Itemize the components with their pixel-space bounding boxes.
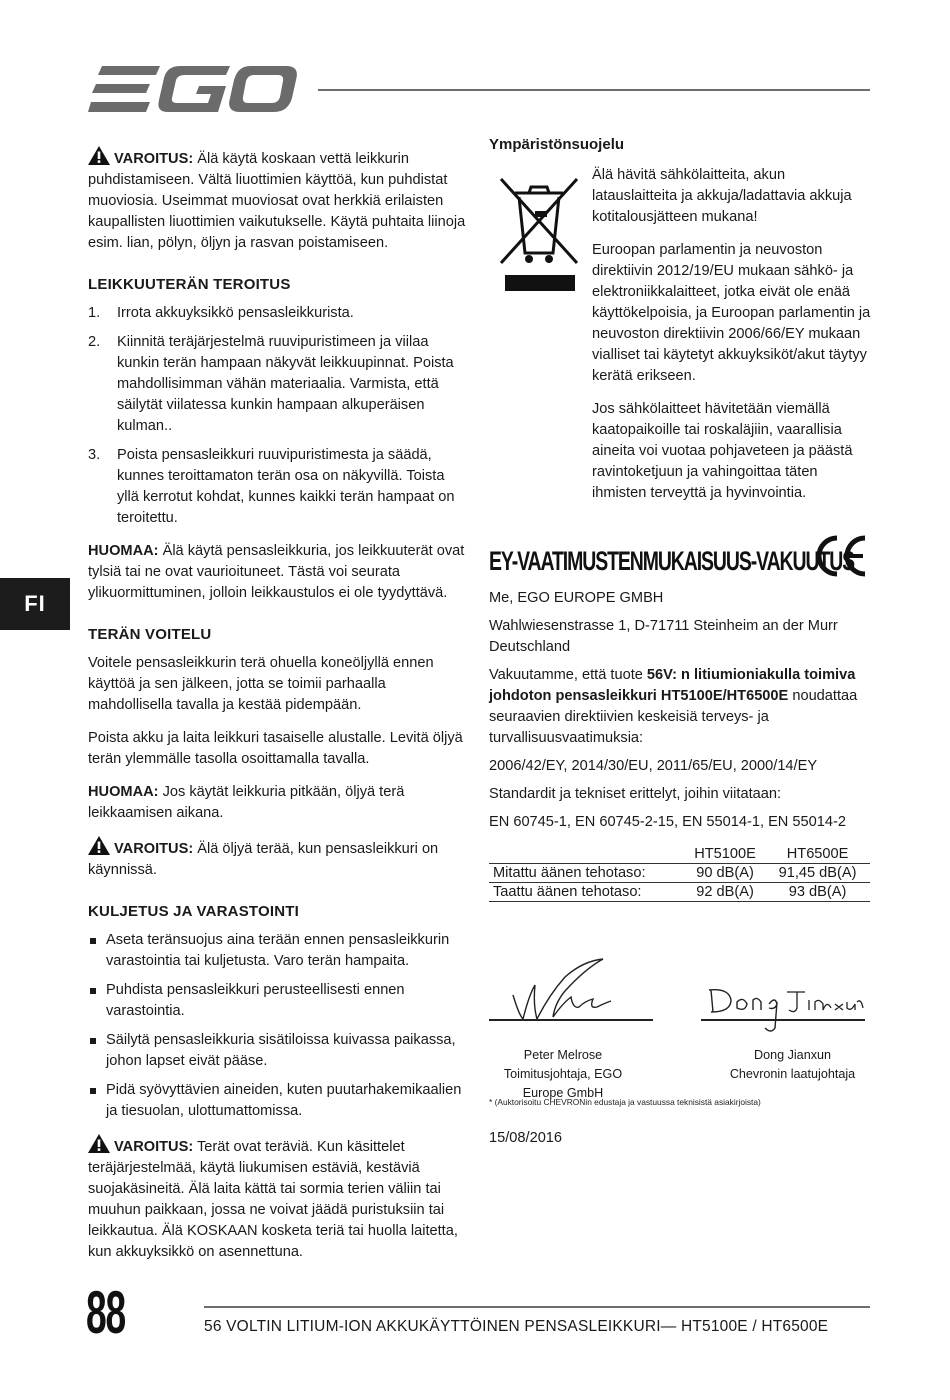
footer-title: 56 VOLTIN LITIUM-ION AKKUKÄYTTÖINEN PENSASLEIKKURI— HT5100E / HT6500E (204, 1318, 829, 1335)
left-column (88, 146, 470, 1275)
environment-title: Ympäristönsuojelu (489, 136, 625, 153)
declaration-directives: 2006/42/EY, 2014/30/EU, 2011/65/EU, 2000/14/EY (489, 758, 818, 774)
note-label: HUOMAA: (88, 784, 159, 800)
footer-rule (204, 1306, 870, 1308)
warning-lubrication (88, 836, 470, 881)
step-text: Irrota akkuyksikkö pensasleikkurista. (117, 305, 354, 321)
signatory-2 (710, 1046, 875, 1084)
bullet-square-icon (90, 1038, 96, 1044)
table-cell: 93 dB(A) (765, 883, 870, 902)
bullet-square-icon (90, 988, 96, 994)
signatory-role: Toimitusjohtaja, EGO Europe GmbH (503, 1067, 623, 1100)
ego-logo (88, 66, 298, 112)
declaration-date: 15/08/2016 (489, 1130, 563, 1146)
language-tab: FI (0, 578, 70, 630)
header-rule (318, 89, 870, 91)
warning-text: Terät ovat teräviä. Kun käsittelet teräjärjestelmää, käytä liukumisen estäviä, kestäviä suojakäsineitä. Älä laita kättä tai sormia terien väliin tai muuhun paikkaan, jossa ne voivat jäädä puristuksiin tai leikkautua. Älä KOSKAAN kosketa teriä tai huolla laitetta, kun akkuyksikkö on asennettuna. (88, 1139, 458, 1260)
declaration-title: EY-VAATIMUSTENMUKAISUUS-VAKUUTUS (489, 546, 855, 576)
noise-table (489, 845, 870, 902)
table-header-cell: HT6500E (765, 845, 870, 864)
note-text: Älä käytä pensasleikkuria, jos leikkuuterät ovat tylsiä tai ne ovat vaurioituneet. Tästä voi seurata ylikuormittuminen, jolloin leikkaustulos ei ole tyydyttävä. (88, 543, 465, 601)
list-item (88, 303, 470, 324)
storage-bullets (88, 930, 470, 1122)
statement-prefix: Vakuutamme, että tuote (489, 667, 647, 683)
environment-block (489, 165, 874, 504)
declaration-body (489, 588, 874, 840)
note-label: HUOMAA: (88, 543, 159, 559)
table-header-row (489, 845, 870, 864)
bullet-text: Puhdista pensasleikkuri perusteellisesti ennen varastointia. (106, 982, 405, 1019)
list-item (88, 1080, 470, 1122)
sharpening-steps (88, 303, 470, 529)
declaration-company: Me, EGO EUROPE GMBH (489, 590, 664, 606)
environment-paragraph-2: Euroopan parlamentin ja neuvoston direktiivin 2012/19/EU mukaan sähkö- ja elektroniikkalaitteet, jotka eivät ole enää käyttökelpoisia, ja Euroopan parlamentin ja neuvoston direktiivin 2006/66/EY mukaan vialliset tai käytetyt akkuyksiköt/akut täytyy kerätä erikseen. (592, 242, 871, 384)
warning-storage (88, 1134, 470, 1263)
list-item (88, 445, 470, 529)
list-item (88, 332, 470, 437)
warning-triangle-icon (88, 836, 110, 855)
note-lubrication (88, 782, 470, 824)
warning-triangle-icon (88, 146, 110, 165)
warning-label: VAROITUS: (114, 1139, 194, 1155)
step-text: Kiinnitä teräjärjestelmä ruuvipuristimeen ja viilaa kunkin terän hampaan näkyvät leikkuupinnat. Poista mahdollisimman vähän materiaalia. Varmista, että säilytät viilatessa kunkin hampaan alkuperäisen kulman.. (117, 334, 454, 434)
warning-text: Älä öljyä terää, kun pensasleikkuri on käynnissä. (88, 841, 439, 878)
step-text: Poista pensasleikkuri ruuvipuristimesta ja säädä, kunnes teroittamaton terän osa on näkyvillä. Toista yllä kerrotut kohdat, kunnes kaikki terän hampaat on teroitettu. (117, 447, 455, 526)
section-heading-lubrication: TERÄN VOITELU (88, 626, 212, 643)
step-number: 1. (88, 305, 101, 321)
signatory-1 (483, 1046, 643, 1103)
list-item (88, 1030, 470, 1072)
right-column (489, 134, 874, 516)
warning-triangle-icon (88, 1134, 110, 1153)
statement-suffix: noudattaa seuraavien direktiivien keskeisiä terveys- ja turvallisuusvaatimuksia: (489, 688, 858, 746)
table-row (489, 864, 870, 883)
note-text: Jos käytät leikkuria pitkään, öljyä terä leikkaamisen aikana. (88, 784, 405, 821)
signature-line (701, 1019, 865, 1021)
environment-paragraph-3: Jos sähkölaitteet hävitetään viemällä kaatopaikoille tai roskaläjiin, vaarallisia aineita voi vuotaa pohjaveteen ja päästä ravintoketjuun ja vahingoittaa täten ihmisten terveyttä ja hyvinvointia. (592, 401, 853, 501)
crossed-out-bin-icon (499, 171, 579, 293)
ce-mark-icon (813, 534, 869, 578)
declaration-standards: EN 60745-1, EN 60745-2-15, EN 55014-1, EN 55014-2 (489, 814, 846, 830)
table-cell: 91,45 dB(A) (765, 864, 870, 883)
note-sharpening (88, 541, 470, 604)
declaration-statement (489, 665, 874, 749)
declaration-standards-label: Standardit ja tekniset erittelyt, joihin viitataan: (489, 786, 782, 802)
signature-line (489, 1019, 653, 1021)
bullet-square-icon (90, 1088, 96, 1094)
lubrication-paragraph-2: Poista akku ja laita leikkuri tasaiselle alustalle. Levitä öljyä terän ylemmälle tasolla osoittamalla tavalla. (88, 730, 463, 767)
table-cell: 90 dB(A) (685, 864, 765, 883)
declaration-heading (489, 534, 879, 582)
table-header-cell (489, 845, 685, 864)
table-header-cell: HT5100E (685, 845, 765, 864)
table-cell: 92 dB(A) (685, 883, 765, 902)
bullet-text: Pidä syövyttävien aineiden, kuten puutarhakemikaalien ja tiesuolan, ulottumattomissa. (106, 1082, 462, 1119)
warning-cleaning (88, 146, 470, 254)
step-number: 3. (88, 447, 101, 463)
table-cell: Taattu äänen tehotaso: (489, 883, 685, 902)
environment-paragraph-1: Älä hävitä sähkölaitteita, akun latauslaitteita ja akkuja/ladattavia akkuja kotitalousjätteen mukana! (592, 167, 852, 225)
page-number: 88 (86, 1279, 125, 1346)
product-name: 56V: n litiumioniakulla toimiva johdoton pensasleikkuri HT5100E/HT6500E (489, 667, 856, 704)
signatory-name: Peter Melrose (523, 1048, 603, 1062)
section-heading-storage: KULJETUS JA VARASTOINTI (88, 903, 300, 920)
table-cell: Mitattu äänen tehotaso: (489, 864, 685, 883)
list-item (88, 930, 470, 972)
environment-text (592, 165, 874, 504)
signatory-role: Chevronin laatujohtaja (729, 1067, 856, 1081)
signature-dong (705, 982, 865, 1037)
warning-text: Älä käytä koskaan vettä leikkurin puhdistamiseen. Vältä liuottimien käyttöä, kun puhdistat muoviosia. Useimmat muoviosat ovat herkkiä erilaisten kaupallisten liuottimien vaikutukselle. Käytä puhtaita liinoja esim. lian, pölyn, öljyn ja rasvan poistamiseen. (88, 151, 466, 251)
footnote: * (Auktorisoitu CHEVRONin edustaja ja vastuussa teknisistä asiakirjoista) (489, 1097, 761, 1107)
step-number: 2. (88, 334, 101, 350)
lubrication-paragraph-1: Voitele pensasleikkurin terä ohuella koneöljyllä ennen käyttöä ja sen jälkeen, jotta se toimii parhaalla mahdollisella tavalla ja kestää pidempään. (88, 655, 434, 713)
table-row (489, 883, 870, 902)
bullet-text: Aseta teränsuojus aina terään ennen pensasleikkurin varastointia tai kuljetusta. Varo terän hampaita. (106, 932, 450, 969)
signature-melrose (505, 955, 620, 1025)
warning-label: VAROITUS: (114, 151, 194, 167)
section-heading-sharpening: LEIKKUUTERÄN TEROITUS (88, 276, 291, 293)
warning-label: VAROITUS: (114, 841, 194, 857)
declaration-address: Wahlwiesenstrasse 1, D-71711 Steinheim an der Murr Deutschland (489, 618, 838, 655)
bullet-square-icon (90, 938, 96, 944)
list-item (88, 980, 470, 1022)
bullet-text: Säilytä pensasleikkuria sisätiloissa kuivassa paikassa, johon lapset eivät pääse. (106, 1032, 456, 1069)
signatory-name: Dong Jianxun (753, 1048, 831, 1062)
